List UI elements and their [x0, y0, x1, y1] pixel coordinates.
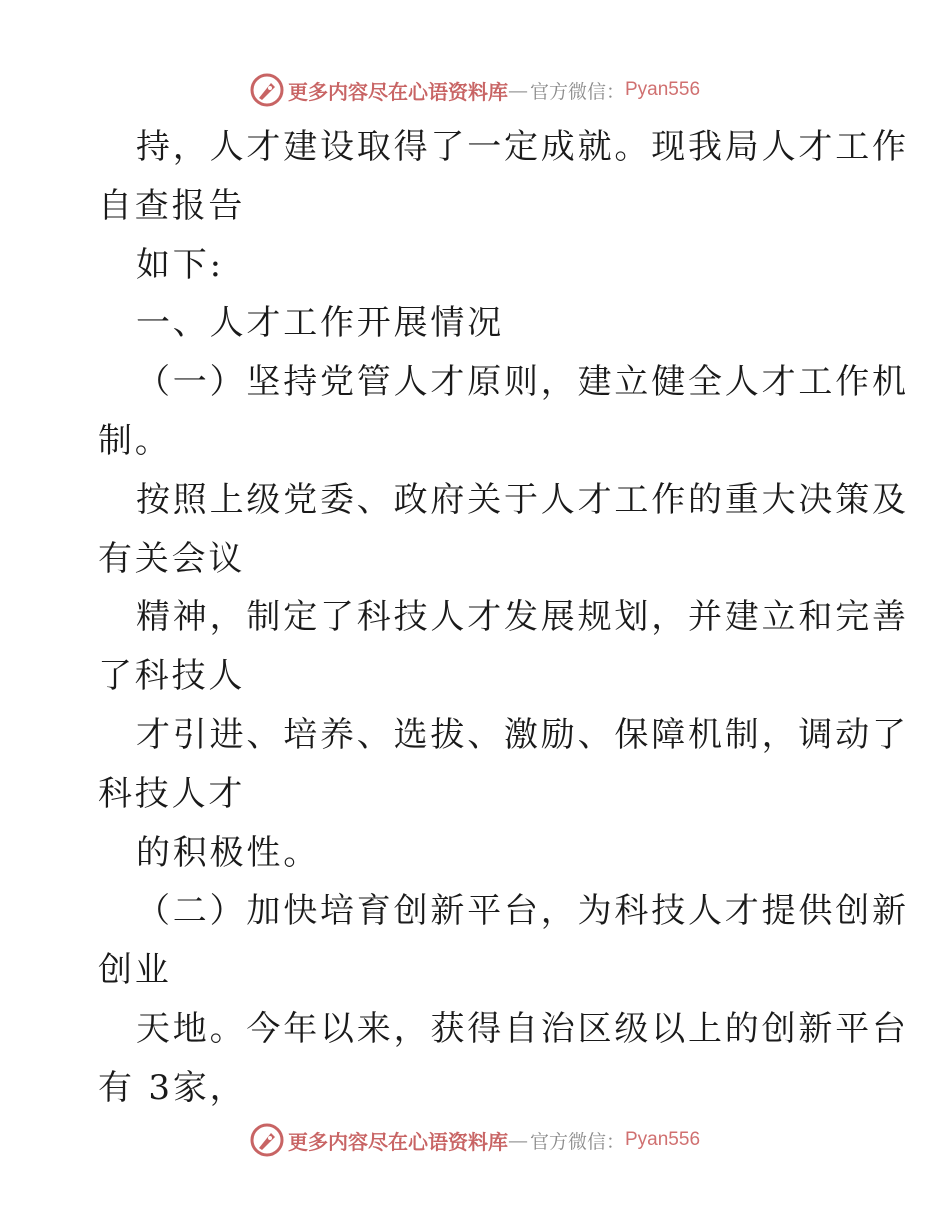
watermark-label: 官方微信：: [529, 1130, 625, 1153]
footer-watermark: [0, 1120, 950, 1160]
text-line: 按照上级党委、政府关于人才工作的重大决策及: [136, 479, 909, 520]
text-line: 如下:: [136, 244, 224, 285]
text-line: 制。: [98, 420, 172, 461]
header-watermark: [0, 70, 950, 110]
watermark-id: Pyan556: [625, 79, 701, 100]
document-body: [98, 118, 909, 1118]
watermark-main-text: 更多内容尽在心语资料库: [287, 1129, 508, 1154]
section-heading: 一、人才工作开展情况: [136, 303, 504, 344]
text-line: 科技人才: [98, 773, 246, 814]
watermark-main-text: 更多内容尽在心语资料库: [287, 79, 508, 104]
text-line: 精神，制定了科技人才发展规划，并建立和完善: [136, 597, 909, 638]
text-line: 的积极性。: [136, 832, 320, 873]
text-line: 了科技人: [98, 656, 246, 697]
watermark-id: Pyan556: [625, 1129, 701, 1150]
watermark-separator: —: [507, 78, 528, 102]
text-line: 天地。今年以来，获得自治区级以上的创新平台: [136, 1008, 909, 1049]
text-line: 才引进、培养、选拔、激励、保障机制，调动了: [136, 714, 909, 755]
text-line: 持，人才建设取得了一定成就。现我局人才工作: [136, 127, 909, 167]
watermark-separator: —: [507, 1128, 528, 1152]
text-line: 自查报告: [98, 185, 246, 226]
text-line: 创业: [98, 950, 172, 991]
text-line: 有 3家，: [98, 1067, 247, 1108]
pen-nib-logo-icon: [250, 73, 284, 107]
subsection-heading: （一）坚持党管人才原则，建立健全人才工作机: [136, 362, 909, 403]
text-line: 有关会议: [98, 538, 246, 579]
pen-nib-logo-icon: [250, 1123, 284, 1157]
watermark-label: 官方微信：: [529, 80, 625, 103]
subsection-heading: （二）加快培育创新平台，为科技人才提供创新: [136, 891, 909, 932]
